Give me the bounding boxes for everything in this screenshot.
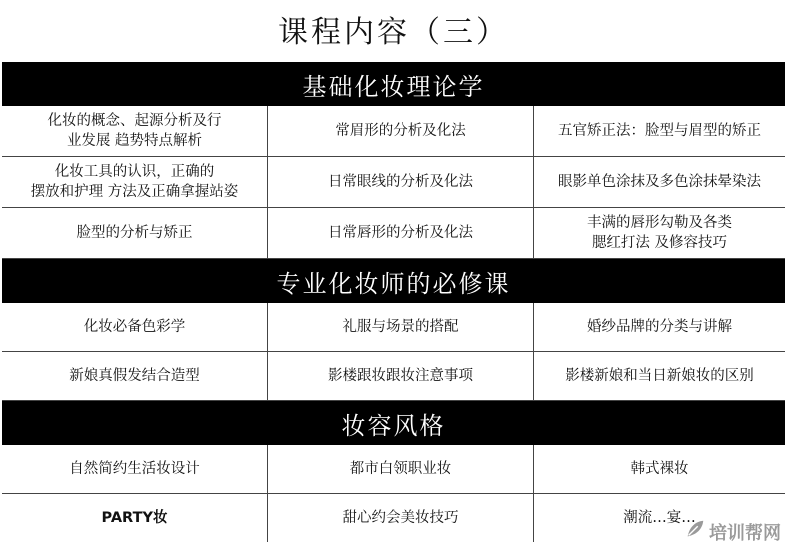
site-watermark bbox=[684, 518, 781, 545]
section-header-professional: 专业化妆师的必修课 bbox=[2, 259, 785, 303]
table-row bbox=[2, 303, 785, 352]
course-cell: 都市白领职业妆 bbox=[267, 445, 533, 493]
table-row bbox=[2, 157, 785, 208]
table-row bbox=[2, 445, 785, 494]
section-header-basics: 基础化妆理论学 bbox=[2, 62, 785, 106]
page-title: 课程内容（三） bbox=[278, 15, 509, 50]
course-table bbox=[2, 62, 785, 542]
course-cell: 影楼新娘和当日新娘妆的区别 bbox=[533, 352, 785, 400]
table-row bbox=[2, 106, 785, 157]
course-cell: 常眉形的分析及化法 bbox=[267, 106, 533, 156]
course-cell: 眼影单色涂抹及多色涂抹晕染法 bbox=[533, 157, 785, 207]
course-cell: 五官矫正法：脸型与眉型的矫正 bbox=[533, 106, 785, 156]
course-cell: 影楼跟妆跟妆注意事项 bbox=[267, 352, 533, 400]
table-row bbox=[2, 208, 785, 259]
table-row bbox=[2, 352, 785, 401]
course-cell: 礼服与场景的搭配 bbox=[267, 303, 533, 351]
watermark-text: 培训帮网 bbox=[709, 522, 781, 544]
course-cell: 婚纱品牌的分类与讲解 bbox=[533, 303, 785, 351]
course-cell: PARTY妆 bbox=[101, 510, 168, 526]
course-cell: 韩式裸妆 bbox=[533, 445, 785, 493]
course-cell: 脸型的分析与矫正 bbox=[76, 225, 193, 241]
course-cell: 化妆工具的认识，正确的 摆放和护理 方法及正确拿握站姿 bbox=[30, 164, 239, 200]
course-cell: 自然简约生活妆设计 bbox=[69, 461, 200, 477]
leaf-logo-icon bbox=[684, 518, 706, 545]
table-row bbox=[2, 494, 785, 542]
course-cell: 潮流…宴… bbox=[533, 494, 785, 542]
course-cell: 丰满的唇形勾勒及各类 腮红打法 及修容技巧 bbox=[533, 208, 785, 258]
course-cell: 日常唇形的分析及化法 bbox=[267, 208, 533, 258]
course-cell: 化妆的概念、起源分析及行 业发展 趋势特点解析 bbox=[47, 113, 222, 149]
section-header-styles: 妆容风格 bbox=[2, 401, 785, 445]
course-cell: 新娘真假发结合造型 bbox=[69, 368, 200, 384]
course-cell: 甜心约会美妆技巧 bbox=[267, 494, 533, 542]
course-cell: 日常眼线的分析及化法 bbox=[267, 157, 533, 207]
course-cell: 化妆必备色彩学 bbox=[83, 319, 186, 335]
